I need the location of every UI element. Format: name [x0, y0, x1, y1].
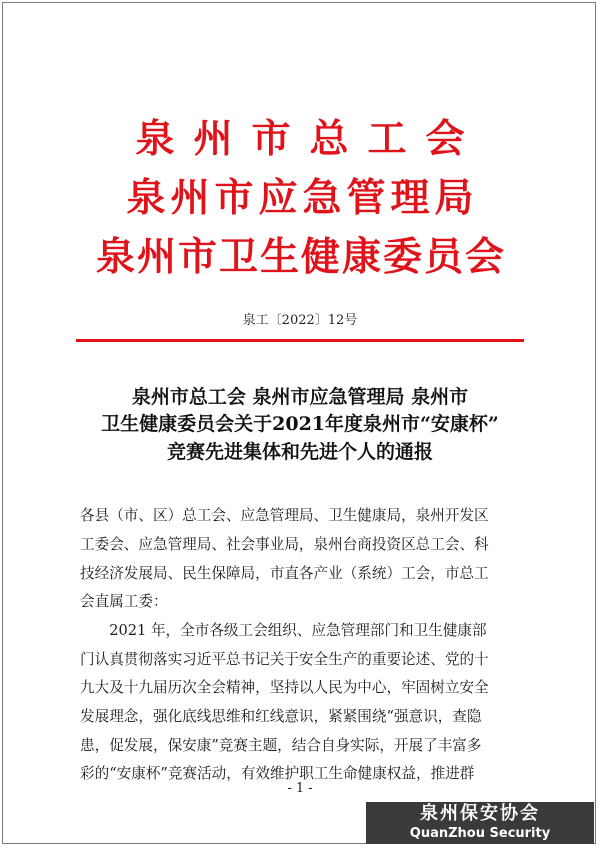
body-line: 工委会、应急管理局、社会事业局，泉州台商投资区总工会、科: [80, 536, 489, 553]
body-line: 九大及十九届历次全会精神，坚持以人民为中心，牢固树立安全: [80, 679, 489, 696]
watermark-badge: [366, 802, 594, 858]
body-line: 彩的“安康杯”竞赛活动，有效维护职工生命健康权益，推进群: [80, 765, 475, 782]
red-divider-line: [76, 339, 524, 342]
document-number: 泉工〔2022〕12号: [242, 313, 358, 328]
document-title-line-2: 卫生健康委员会关于2021年度泉州市“安康杯”: [101, 413, 499, 435]
document-title-line-1: 泉州市总工会 泉州市应急管理局 泉州市: [131, 386, 469, 408]
body-line: 技经济发展局、民生保障局，市直各产业（系统）工会，市总工: [80, 565, 489, 582]
header-org-emergency-management-bureau: 泉州市应急管理局: [126, 175, 479, 221]
body-line: 患，促发展，保安康”竞赛主题，结合自身实际，开展了丰富多: [80, 737, 482, 754]
body-line: 门认真贯彻落实习近平总书记关于安全生产的重要论述、党的十: [80, 651, 489, 668]
body-line: 会直属工委：: [80, 593, 168, 610]
page-number: - 1 -: [287, 781, 313, 796]
body-line: 2021 年，全市各级工会组织、应急管理部门和卫生健康部: [80, 622, 487, 639]
watermark-name-cn: 泉州保安协会: [420, 803, 540, 824]
watermark-name-en: QuanZhou Security Association: [409, 826, 551, 858]
body-line: 各县（市、区）总工会、应急管理局、卫生健康局，泉州开发区: [80, 507, 489, 524]
header-org-health-commission: 泉州市卫生健康委员会: [95, 234, 506, 280]
document-title-line-3: 竞赛先进集体和先进个人的通报: [166, 441, 433, 463]
body-line: 发展理念，强化底线思维和红线意识，紧紧围绕“强意识，查隐: [80, 708, 482, 725]
header-org-federation-of-trade-unions: 泉州市总工会: [135, 116, 484, 162]
